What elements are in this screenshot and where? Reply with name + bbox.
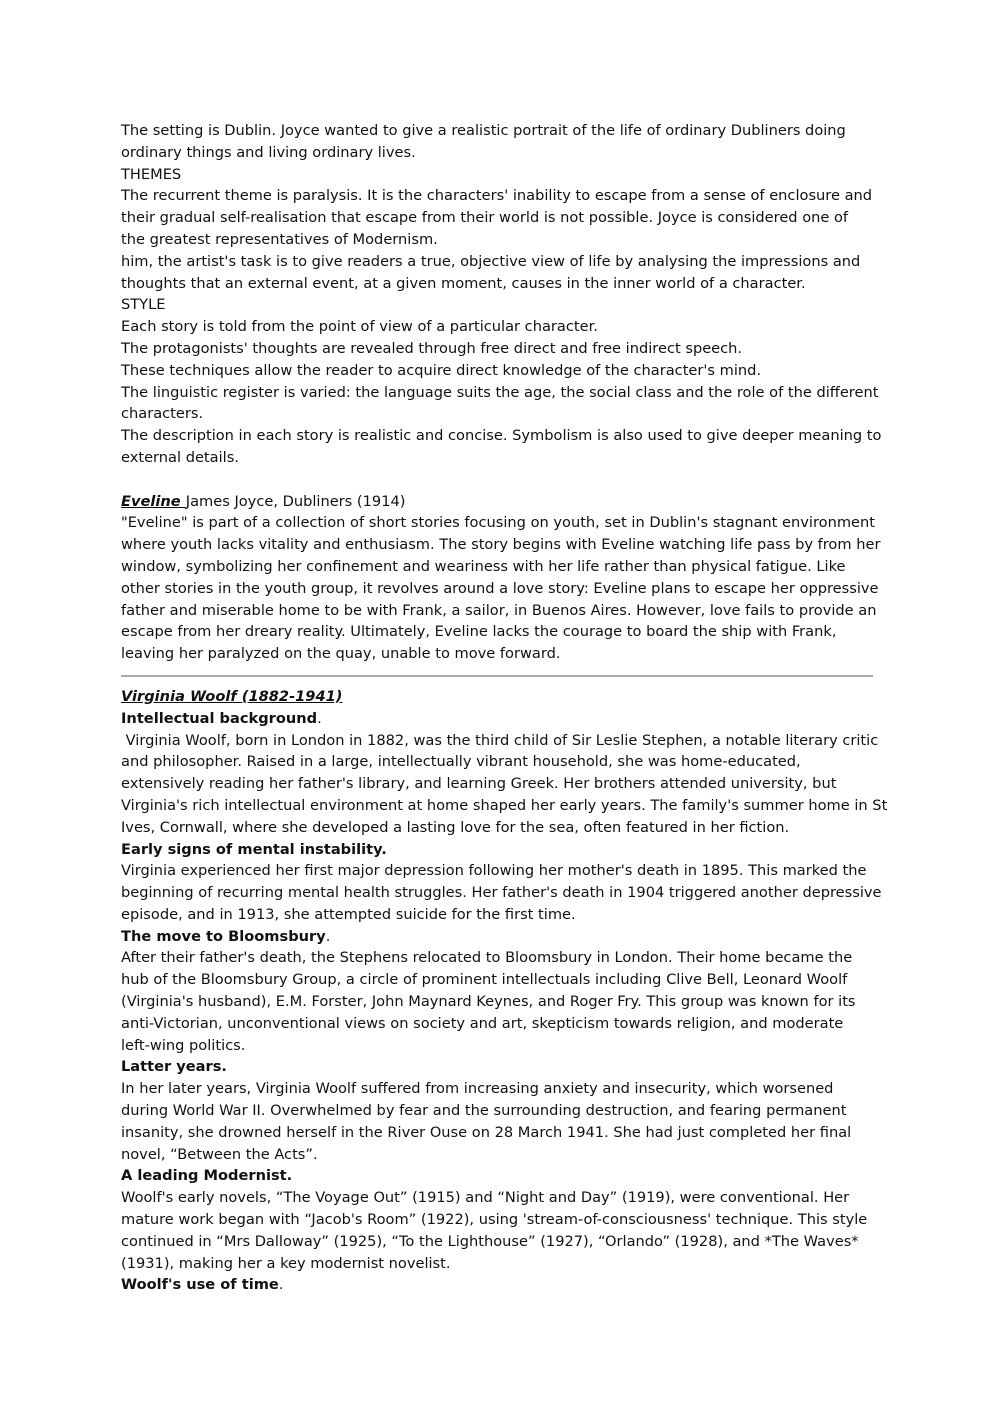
latter-heading: Latter years. <box>121 1058 227 1076</box>
paragraph-line: other stories in the youth group, it revolves around a love story: Eveline plans to escape her oppressive <box>121 579 879 597</box>
paragraph-line: left-wing politics. <box>121 1036 246 1054</box>
paragraph-line: Virginia experienced her first major depression following her mother's death in 1895. This marked the <box>121 862 867 880</box>
eveline-title: Eveline <box>121 492 186 510</box>
paragraph-line: where youth lacks vitality and enthusiasm. The story begins with Eveline watching life pass by from her <box>121 536 881 554</box>
paragraph-line: leaving her paralyzed on the quay, unable to move forward. <box>121 645 561 663</box>
paragraph-line: during World War II. Overwhelmed by fear and the surrounding destruction, and fearing permanent <box>121 1102 847 1120</box>
paragraph-line: extensively reading her father's library, and learning Greek. Her brothers attended university, but <box>121 775 837 793</box>
horizontal-divider <box>121 675 873 677</box>
heading-punct: . <box>278 1276 284 1294</box>
paragraph-line: mature work began with “Jacob's Room” (1922), using 'stream-of-consciousness' technique. This style <box>121 1211 868 1229</box>
paragraph-line: the greatest representatives of Modernism. <box>121 230 438 248</box>
bloomsbury-heading-line <box>121 926 883 948</box>
paragraph-line: The protagonists' thoughts are revealed through free direct and free indirect speech. <box>121 339 743 357</box>
paragraph-line: beginning of recurring mental health struggles. Her father's death in 1904 triggered another depressive <box>121 884 882 902</box>
intellectual-heading: Intellectual background <box>121 709 318 727</box>
paragraph-line: insanity, she drowned herself in the River Ouse on 28 March 1941. She had just completed her final <box>121 1123 852 1141</box>
mental-heading: Early signs of mental instability. <box>121 840 387 858</box>
paragraph-line: thoughts that an external event, at a given moment, causes in the inner world of a character. <box>121 274 806 292</box>
paragraph-line: novel, “Between the Acts”. <box>121 1145 318 1163</box>
style-heading: STYLE <box>121 296 166 314</box>
heading-punct: . <box>325 927 331 945</box>
paragraph-line: The description in each story is realistic and concise. Symbolism is also used to give deeper meaning to <box>121 427 882 445</box>
eveline-source: James Joyce, Dubliners (1914) <box>185 492 406 510</box>
paragraph-line: external details. <box>121 448 239 466</box>
time-heading: Woolf's use of time <box>121 1276 279 1294</box>
paragraph-line: Woolf's early novels, “The Voyage Out” (1915) and “Night and Day” (1919), were conventional. Her <box>121 1189 850 1207</box>
intellectual-heading-line <box>121 708 883 730</box>
modernist-heading: A leading Modernist. <box>121 1167 293 1185</box>
paragraph-line: The setting is Dublin. Joyce wanted to give a realistic portrait of the life of ordinary Dubliners doing <box>121 122 846 139</box>
paragraph-line: anti-Victorian, unconventional views on society and art, skepticism towards religion, and moderate <box>121 1014 844 1032</box>
paragraph-line: These techniques allow the reader to acquire direct knowledge of the character's mind. <box>121 361 762 379</box>
paragraph-line: Ives, Cornwall, where she developed a lasting love for the sea, often featured in her fiction. <box>121 818 790 836</box>
paragraph-line: After their father's death, the Stephens relocated to Bloomsbury in London. Their home became the <box>121 949 853 967</box>
paragraph-line: and philosopher. Raised in a large, intellectually vibrant household, she was home-educated, <box>121 753 801 771</box>
time-heading-line <box>121 1274 883 1296</box>
paragraph-line: "Eveline" is part of a collection of short stories focusing on youth, set in Dublin's stagnant environment <box>121 514 875 532</box>
paragraph-line: continued in “Mrs Dalloway” (1925), “To the Lighthouse” (1927), “Orlando” (1928), and *The Waves* <box>121 1232 859 1250</box>
paragraph-line: The recurrent theme is paralysis. It is the characters' inability to escape from a sense of enclosure and <box>121 187 873 205</box>
paragraph-line: In her later years, Virginia Woolf suffered from increasing anxiety and insecurity, which worsened <box>121 1080 834 1098</box>
paragraph-line: characters. <box>121 405 204 423</box>
paragraph-line: hub of the Bloomsbury Group, a circle of prominent intellectuals including Clive Bell, Leonard Woolf <box>121 971 848 989</box>
paragraph-line: (1931), making her a key modernist novelist. <box>121 1254 451 1272</box>
paragraph-line: Each story is told from the point of view of a particular character. <box>121 318 598 336</box>
paragraph-line: window, symbolizing her confinement and weariness with her life rather than physical fatigue. Like <box>121 557 846 575</box>
paragraph-line: him, the artist's task is to give readers a true, objective view of life by analysing the impressions and <box>121 252 861 270</box>
document-page <box>121 120 888 1296</box>
blank-line <box>121 469 883 491</box>
paragraph-line: Virginia's rich intellectual environment at home shaped her early years. The family's summer home in St <box>121 796 888 814</box>
heading-punct: . <box>317 709 322 727</box>
woolf-title: Virginia Woolf (1882-1941) <box>121 687 343 705</box>
paragraph-line: Virginia Woolf, born in London in 1882, was the third child of Sir Leslie Stephen, a notable literary critic <box>121 731 879 749</box>
bloomsbury-heading: The move to Bloomsbury <box>121 927 326 945</box>
paragraph-line: The linguistic register is varied: the language suits the age, the social class and the role of the different <box>121 383 879 401</box>
paragraph-line: their gradual self-realisation that escape from their world is not possible. Joyce is considered one of <box>121 209 849 227</box>
paragraph-line: escape from her dreary reality. Ultimately, Eveline lacks the courage to board the ship with Frank, <box>121 623 837 641</box>
paragraph-line: episode, and in 1913, she attempted suicide for the first time. <box>121 905 576 923</box>
paragraph-line: father and miserable home to be with Frank, a sailor, in Buenos Aires. However, love fails to provide an <box>121 601 877 619</box>
eveline-title-line <box>121 491 883 513</box>
paragraph-line: ordinary things and living ordinary lives. <box>121 143 416 161</box>
paragraph-line: (Virginia's husband), E.M. Forster, John Maynard Keynes, and Roger Fry. This group was known for its <box>121 993 856 1011</box>
themes-heading: THEMES <box>121 165 182 183</box>
